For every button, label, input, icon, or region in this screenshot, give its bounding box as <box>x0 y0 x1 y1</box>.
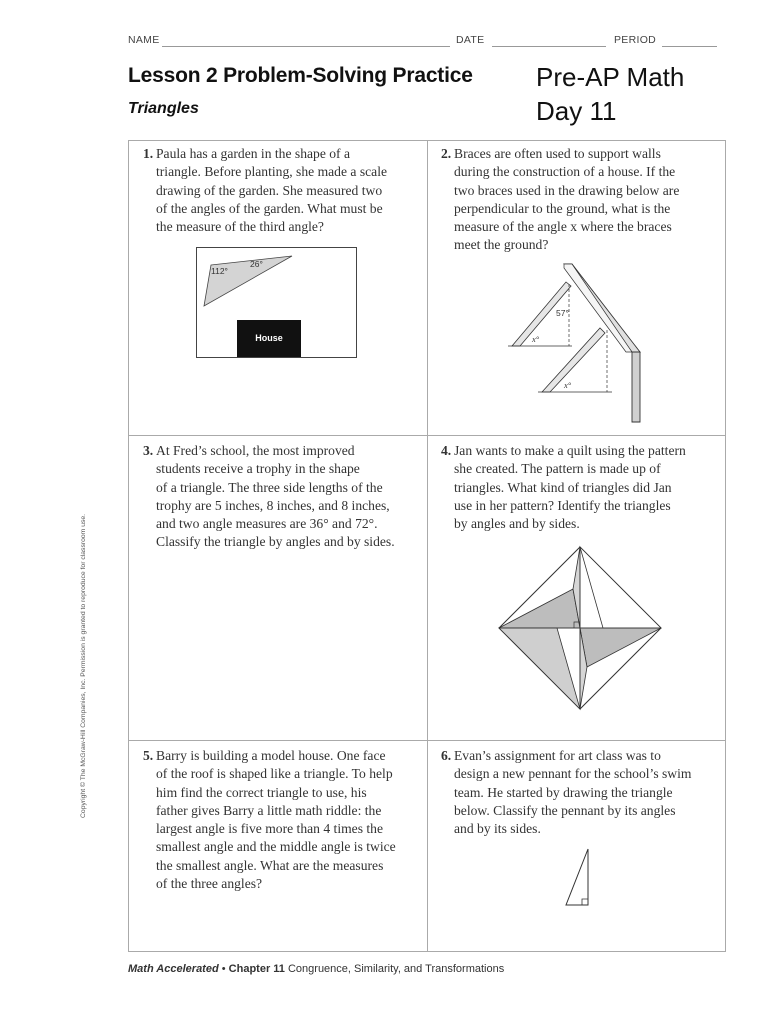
copyright-notice: Copyright © The McGraw-Hill Companies, Inc. Permission is granted to reproduce for classroom use. <box>80 513 87 818</box>
problem-text-line: largest angle is five more than 4 times the <box>156 821 384 837</box>
problem-text-line: students receive a trophy in the shape <box>156 461 360 477</box>
problem-text-line: Paula has a garden in the shape of a <box>156 146 351 161</box>
grid-divider-vertical <box>427 140 428 952</box>
handwritten-note-course: Pre-AP Math <box>536 62 685 92</box>
problem-text-line: Braces are often used to support walls <box>454 146 661 161</box>
problem-number: 4. <box>441 443 452 458</box>
pennant-figure <box>560 845 596 909</box>
problem-text-line: the smallest angle. What are the measures <box>156 857 384 873</box>
problem-text-line: and two angle measures are 36° and 72°. <box>156 516 378 532</box>
page-subtitle: Triangles <box>128 100 199 117</box>
problem-text-line: during the construction of a house. If the <box>454 164 676 180</box>
name-line <box>162 46 450 47</box>
problem-text-line: of the roof is shaped like a triangle. To help <box>156 766 393 782</box>
problem-text-line: meet the ground? <box>454 237 549 253</box>
problem-text-line: she created. The pattern is made up of <box>454 461 661 477</box>
angle-label-x-upper: x° <box>532 334 540 344</box>
angle-label-57: 57° <box>556 308 569 318</box>
problem-text-line: below. Classify the pennant by its angles <box>454 802 676 818</box>
problem-text-line: of the angles of the garden. What must be <box>156 200 383 216</box>
problem-6 <box>441 747 724 838</box>
problem-text-line: of a triangle. The three side lengths of the <box>156 479 383 495</box>
problem-1 <box>143 145 426 236</box>
footer-course: Math Accelerated <box>128 963 219 975</box>
handwritten-note-day: Day 11 <box>536 96 617 126</box>
angle-label-x-lower: x° <box>564 380 572 390</box>
footer-bullet: • <box>221 963 226 975</box>
angle-label-26: 26° <box>250 259 263 269</box>
problem-4 <box>441 442 724 533</box>
problem-2 <box>441 145 724 255</box>
problem-number: 2. <box>441 146 452 161</box>
date-line <box>492 46 606 47</box>
grid-divider-row-1 <box>128 435 726 436</box>
problem-text-line: him find the correct triangle to use, his <box>156 784 367 800</box>
footer-topic: Congruence, Similarity, and Transformations <box>287 963 505 975</box>
garden-triangle <box>204 256 292 306</box>
problem-text-line: triangle. Before planting, she made a scale <box>156 164 388 180</box>
problem-text-line: father gives Barry a little math riddle: the <box>156 802 382 818</box>
problem-text-line: At Fred’s school, the most improved <box>156 443 355 458</box>
problem-number: 1. <box>143 146 154 161</box>
problem-text-line: perpendicular to the ground, what is the <box>454 200 671 216</box>
problem-text-line: two braces used in the drawing below are <box>454 182 680 198</box>
footer-chapter: Chapter 11 <box>228 963 285 975</box>
problem-text-line: drawing of the garden. She measured two <box>156 182 383 198</box>
problem-text-line: by angles and by sides. <box>454 516 580 532</box>
page-footer <box>128 963 504 975</box>
quilt-pattern-figure <box>497 545 663 711</box>
problem-number: 5. <box>143 748 154 763</box>
problem-5 <box>143 747 426 893</box>
problem-text-line: team. He started by drawing the triangle <box>454 784 673 800</box>
problem-text-line: use in her pattern? Identify the triangles <box>454 497 671 513</box>
problem-text-line: triangles. What kind of triangles did Jan <box>454 479 672 495</box>
problem-number: 6. <box>441 748 452 763</box>
problem-text-line: and by its sides. <box>454 821 541 837</box>
wall-post <box>632 352 640 422</box>
problem-text-line: the measure of the third angle? <box>156 219 324 235</box>
house-label: House <box>255 333 283 343</box>
problem-text-line: Barry is building a model house. One face <box>156 748 386 763</box>
problem-number: 3. <box>143 443 154 458</box>
problem-text-line: Evan’s assignment for art class was to <box>454 748 661 763</box>
problem-3 <box>143 442 426 552</box>
period-line <box>662 46 717 47</box>
problem-text-line: of the three angles? <box>156 876 263 892</box>
grid-divider-row-2 <box>128 740 726 741</box>
date-label: DATE <box>456 34 485 46</box>
problem-text-line: Classify the triangle by angles and by sides. <box>156 534 395 550</box>
problem-text-line: measure of the angle x where the braces <box>454 219 672 235</box>
brace-lower <box>542 328 605 392</box>
problem-text-line: Jan wants to make a quilt using the pattern <box>454 443 686 458</box>
angle-label-112: 112° <box>211 266 228 276</box>
pennant-triangle <box>566 849 588 905</box>
braces-figure <box>508 260 644 426</box>
problem-text-line: design a new pennant for the school’s swim <box>454 766 692 782</box>
problem-text-line: trophy are 5 inches, 8 inches, and 8 inches, <box>156 497 390 513</box>
problem-text-line: smallest angle and the middle angle is twice <box>156 839 396 855</box>
name-label: NAME <box>128 34 160 46</box>
page-title: Lesson 2 Problem-Solving Practice <box>128 64 473 87</box>
period-label: PERIOD <box>614 34 657 46</box>
garden-figure <box>196 247 358 359</box>
